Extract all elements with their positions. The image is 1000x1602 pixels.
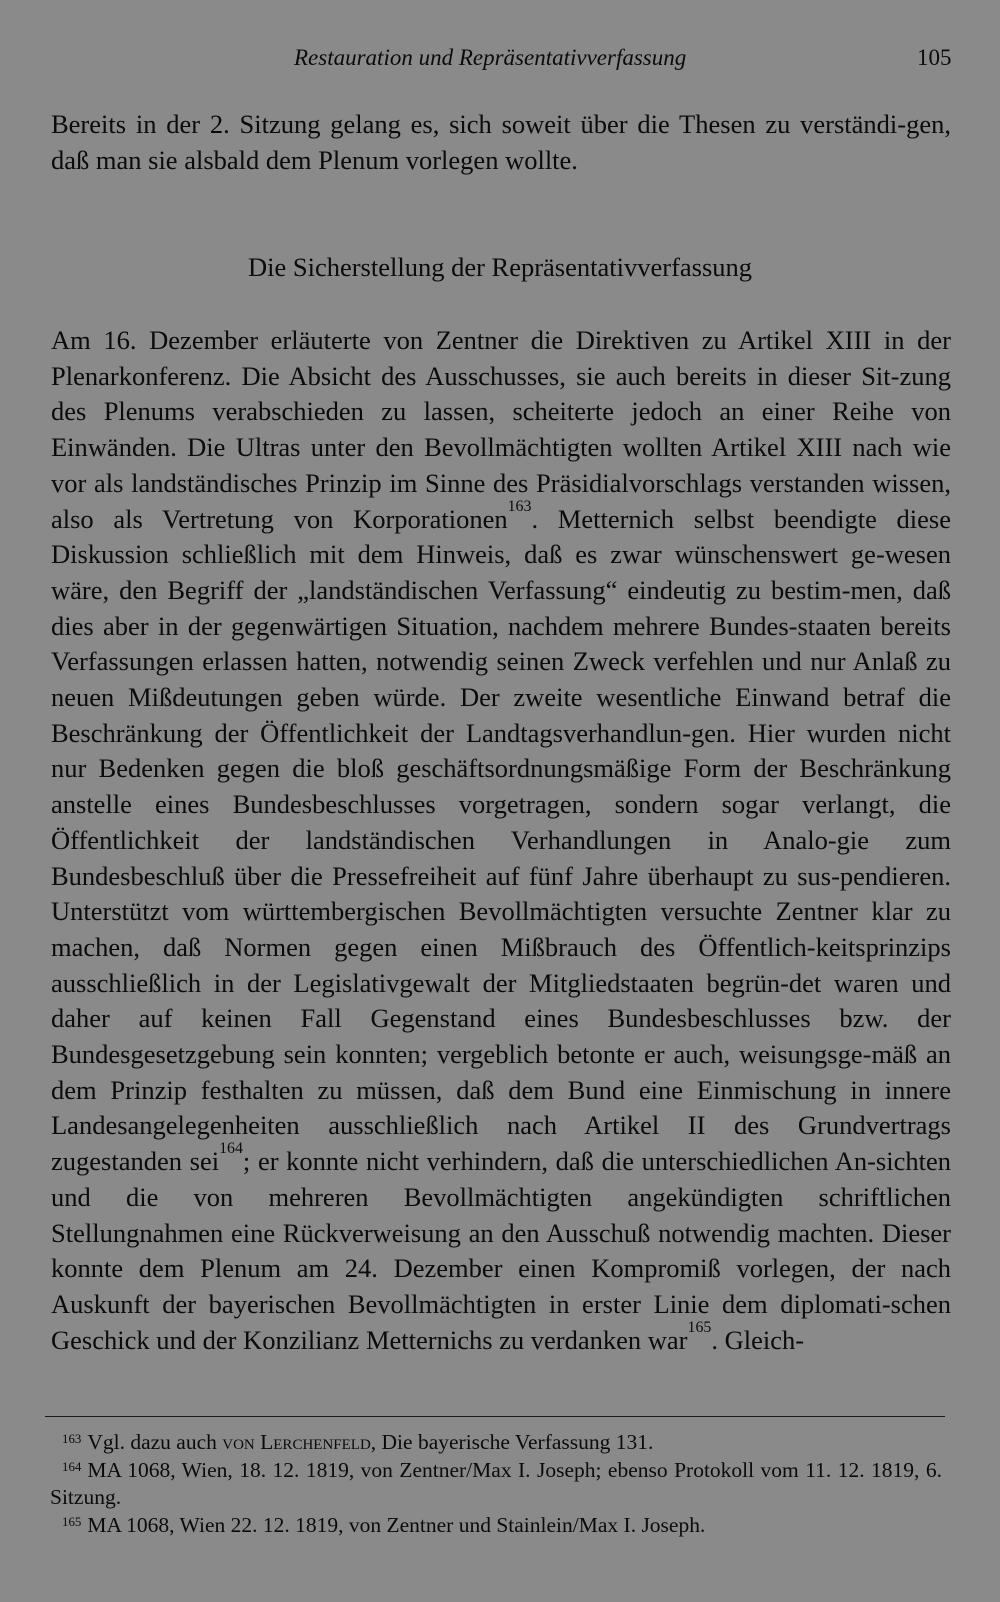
paragraph-2-text-1: Am 16. Dezember erläuterte von Zentner die Direktiven zu Artikel XIII in der Plenarkonferenz. Die Absicht des Ausschusses, sie auch bereits in dieser Sit-zung des Plenums verabschieden zu lassen, scheiterte jedoch an einer Reihe von Einwänden. Die Ultras unter den Bevollmächtigten wollten Artikel XIII nach wie vor als landständisches Prinzip im Sinne des Präsidialvorschlags verstanden wissen, also als Vertretung von Korporationen [51, 325, 951, 534]
footnotes [50, 1429, 942, 1539]
paragraph-2 [51, 323, 951, 1358]
page-number: 105 [917, 45, 952, 70]
footnote-165 [50, 1512, 942, 1540]
footnote-reference-165: 165 [687, 1318, 712, 1336]
footnote-author-name: von Lerchenfeld [222, 1430, 371, 1454]
section-heading: Die Sicherstellung der Repräsentativverfassung [247, 252, 753, 282]
footnote-reference-163: 163 [507, 497, 532, 515]
running-header-title: Restauration und Repräsentativverfassung [294, 45, 687, 70]
footnote-text: Vgl. dazu auch [87, 1430, 223, 1454]
footnote-163 [50, 1429, 942, 1457]
running-header [0, 40, 1000, 76]
footnote-number: 164 [62, 1459, 82, 1474]
paragraph-2-text-4: . Gleich- [711, 1324, 805, 1355]
footnote-text: MA 1068, Wien 22. 12. 1819, von Zentner und Stainlein/Max I. Joseph. [87, 1512, 706, 1537]
footnote-number: 163 [62, 1432, 82, 1446]
footnote-164 [50, 1457, 942, 1512]
paragraph-2-text-2: . Metternich selbst beendigte diese Diskussion schließlich mit dem Hinweis, daß es zwar wünschenswert ge-wesen wäre, den Begriff der „landständischen Verfassung“ eindeutig zu bestim-men, daß dies aber in der gegenwärtigen Situation, nachdem mehrere Bundes-staaten bereits Verfassungen erlassen hatten, notwendig seinen Zweck verfehlen und nur Anlaß zu neuen Mißdeutungen geben würde. Der zweite wesentliche Einwand betraf die Beschränkung der Öffentlichkeit der Landtagsverhandlun-gen. Hier wurden nicht nur Bedenken gegen die bloß geschäftsordnungsmäßige Form der Beschränkung anstelle eines Bundesbeschlusses vorgetragen, sondern sogar verlangt, die Öffentlichkeit der landständischen Verhandlungen in Analo-gie zum Bundesbeschluß über die Pressefreiheit auf fünf Jahre überhaupt zu sus-pendieren. Unterstützt vom württembergischen Bevollmächtigten versuchte Zentner klar zu machen, daß Normen gegen einen Mißbrauch des Öffentlich-keitsprinzips ausschließlich in der Legislativgewalt der Mitgliedstaaten begrün-det waren und daher auf keinen Fall Gegenstand eines Bundesbeschlusses bzw. der Bundesgesetzgebung sein konnten; vergeblich betonte er auch, weisungsge-mäß an dem Prinzip festhalten zu müssen, daß dem Bund eine Einmischung in innere Landesangelegenheiten ausschließlich nach Artikel II des Grundvertrags zugestanden sei [51, 503, 951, 1177]
paragraph-1: Bereits in der 2. Sitzung gelang es, sich soweit über die Thesen zu verständi-gen, daß man sie alsbald dem Plenum vorlegen wollte. [51, 109, 951, 175]
footnote-number: 165 [62, 1514, 82, 1529]
paragraph-2-text-3: ; er konnte nicht verhindern, daß die unterschiedlichen An-sichten und die von mehreren Bevollmächtigten angekündigten schriftlichen Stellungnahmen eine Rückverweisung an den Ausschuß notwendig machten. Dieser konnte dem Plenum am 24. Dezember einen Kompromiß vorlegen, der nach Auskunft der bayerischen Bevollmächtigten in erster Linie dem diplomati-schen Geschick und der Konzilianz Metternichs zu verdanken war [51, 1146, 951, 1355]
footnote-text: MA 1068, Wien, 18. 12. 1819, von Zentner/Max I. Joseph; ebenso Protokoll vom 11. 12. 1819, 6. Sitzung. [50, 1457, 942, 1509]
footnote-text: , Die bayerische Verfassung 131. [370, 1430, 654, 1454]
footnote-separator-rule [45, 1416, 945, 1417]
footnote-reference-164: 164 [219, 1140, 243, 1158]
